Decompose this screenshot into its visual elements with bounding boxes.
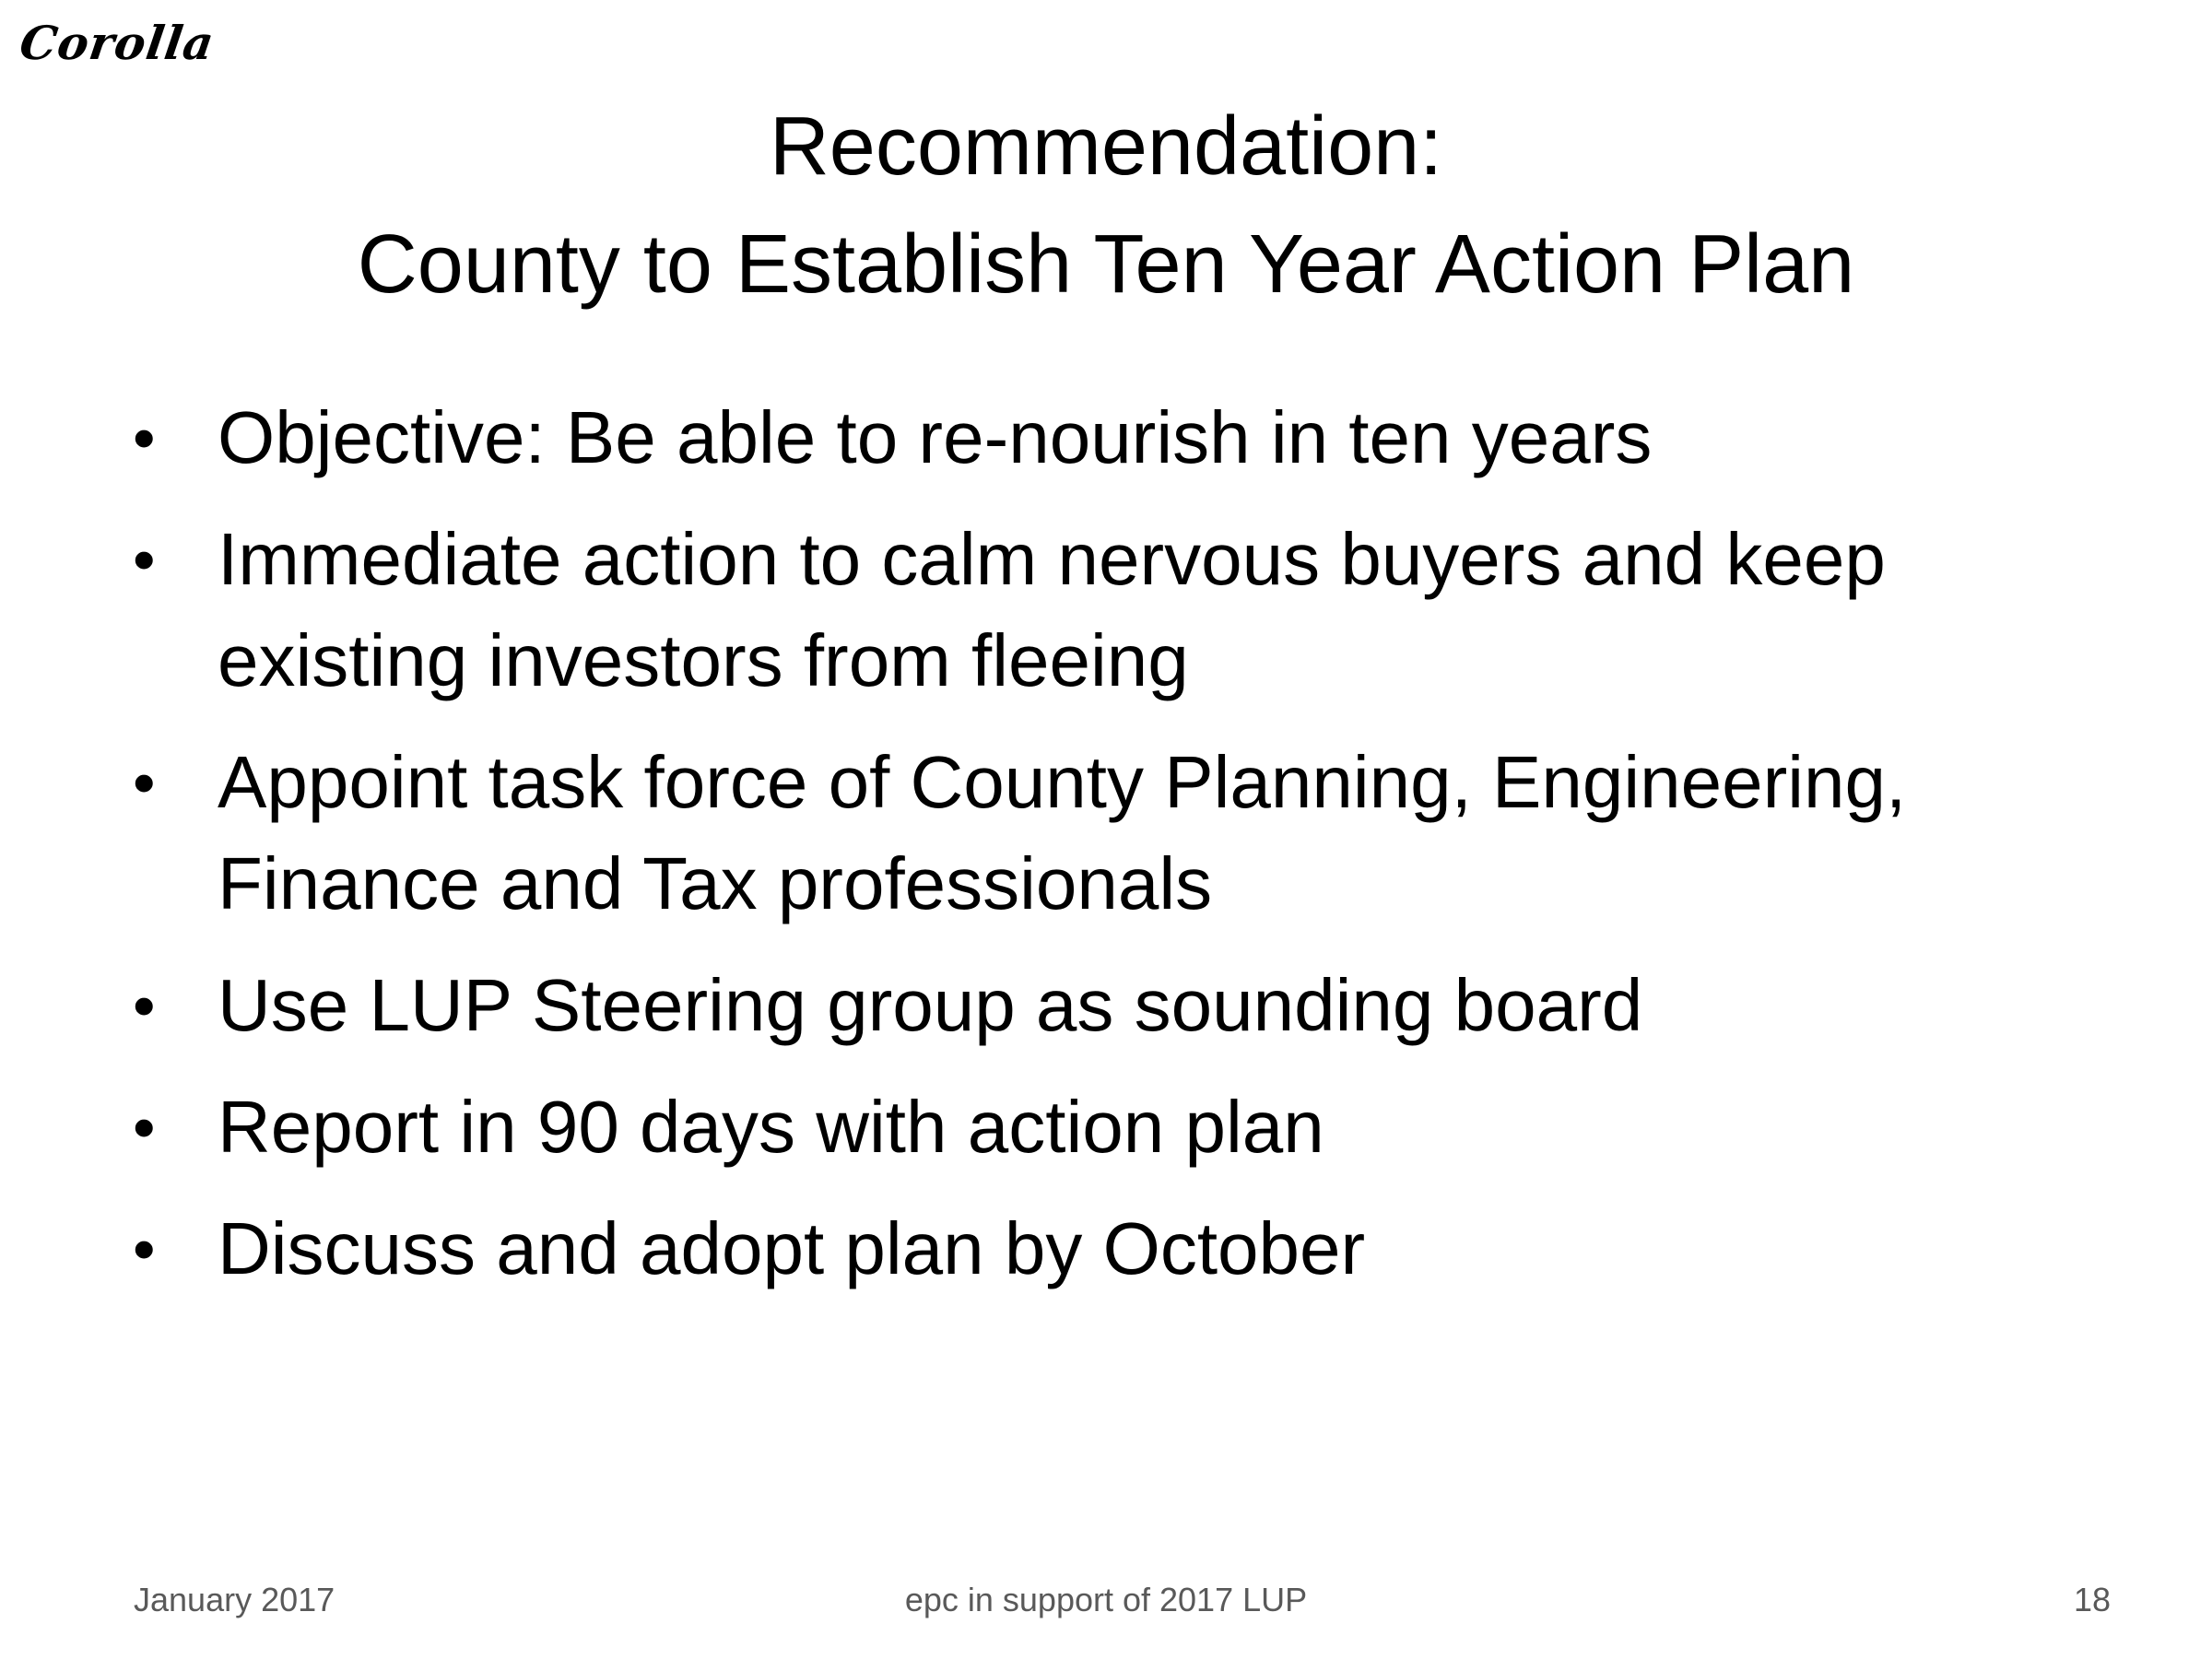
bullet-dot: • [133, 1091, 156, 1163]
bullet-item [120, 387, 2111, 488]
bullet-dot: • [133, 970, 156, 1041]
corolla-logo: Corolla [16, 16, 218, 70]
bullet-text: Objective: Be able to re-nourish in ten years [218, 396, 1653, 478]
bullet-text: Appoint task force of County Planning, Engineering, Finance and Tax professionals [218, 741, 1907, 924]
bullet-item [120, 1198, 2111, 1300]
bullet-list [120, 387, 2111, 1320]
footer-date: January 2017 [134, 1581, 335, 1618]
slide-title [0, 88, 2212, 324]
bullet-text: Immediate action to calm nervous buyers and keep existing investors from fleeing [218, 518, 1886, 701]
bullet-item [120, 955, 2111, 1056]
footer-page-number: 18 [2073, 1581, 2111, 1618]
bullet-item [120, 732, 2111, 935]
bullet-text: Discuss and adopt plan by October [218, 1207, 1366, 1289]
bullet-dot: • [133, 747, 156, 818]
bullet-text: Use LUP Steering group as sounding board [218, 964, 1643, 1046]
bullet-dot: • [133, 524, 156, 595]
slide-title-line-1: Recommendation: [769, 100, 1443, 193]
footer-center-text: epc in support of 2017 LUP [904, 1581, 1308, 1618]
bullet-text: Report in 90 days with action plan [218, 1086, 1324, 1168]
bullet-item [120, 509, 2111, 712]
bullet-item [120, 1077, 2111, 1178]
bullet-dot: • [133, 402, 156, 474]
slide-title-line-2: County to Establish Ten Year Action Plan [357, 218, 1855, 311]
bullet-dot: • [133, 1213, 156, 1285]
